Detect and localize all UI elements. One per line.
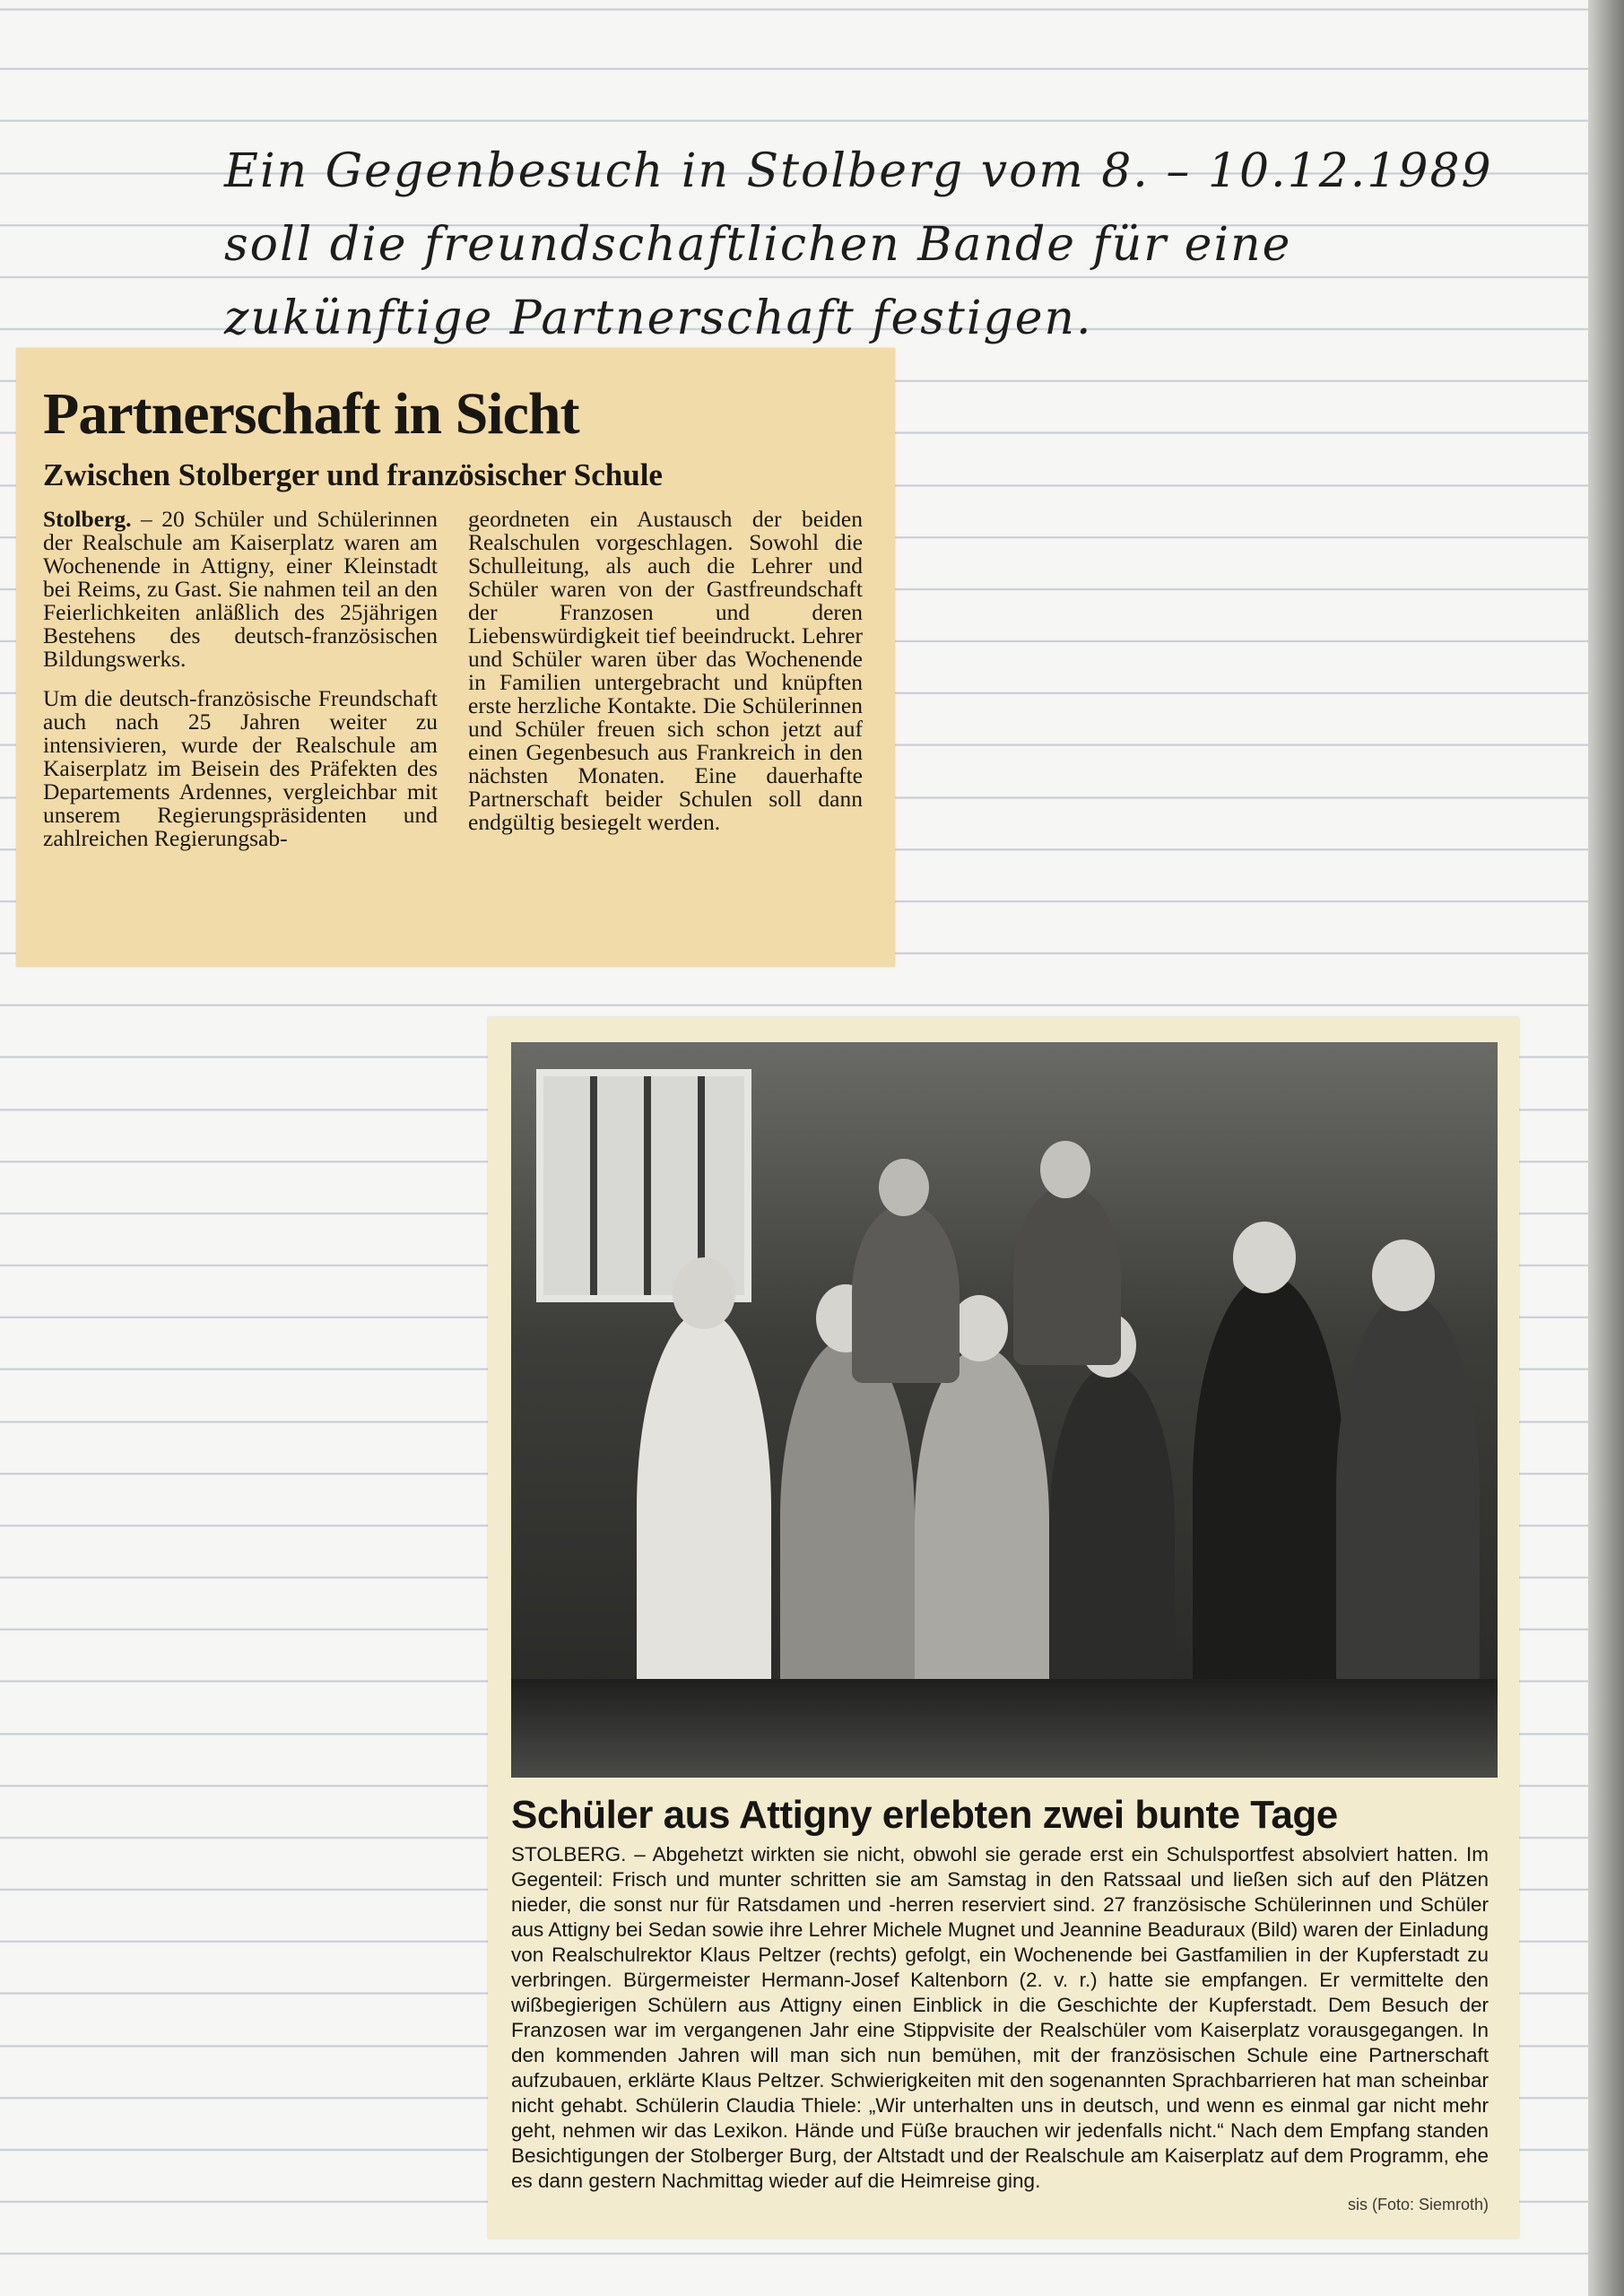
photo-person: [780, 1338, 915, 1697]
article1-text: – 20 Schüler und Schülerinnen der Realschule am Kaiserplatz waren am Wochenende in Attigny, einer Kleinstadt bei Reims, zu Gast. Sie nahmen teil an den Feierlichkeiten anläßlich des 25jährigen Bestehens des deutsch-französischen Bildungswerks.: [43, 506, 439, 672]
article1-headline: Partnerschaft in Sicht: [43, 381, 579, 447]
article2-credit: sis (Foto: Siemroth): [1347, 2196, 1489, 2213]
article1-paragraph: [43, 508, 438, 671]
photo-person: [1336, 1293, 1480, 1688]
article1-column-1: [43, 508, 438, 850]
article1-paragraph: Um die deutsch-französische Freundschaft auch nach 25 Jahren weiter zu intensivieren, wurde der Realschule am Kaiserplatz im Beisein des Präfekten des Departements Ardennes, vergleichbar mit unserem Regierungspräsidenten und zahlreichen Regierungsab-: [43, 685, 438, 851]
photo-person: [1193, 1275, 1345, 1697]
newspaper-clipping-1: [16, 348, 895, 967]
photo-head: [879, 1159, 929, 1216]
page-edge: [1588, 0, 1624, 2296]
article2-headline: Schüler aus Attigny erlebten zwei bunte Tage: [511, 1793, 1338, 1837]
photo-person: [915, 1347, 1049, 1697]
handwritten-note: Ein Gegenbesuch in Stolberg vom 8. – 10.12.1989 soll die freundschaftlichen Bande für eine zukünftige Partnerschaft festigen.: [224, 144, 1493, 345]
newspaper-clipping-2: [488, 1017, 1519, 2239]
article1-subheadline: Zwischen Stolberger und französischer Schule: [43, 457, 663, 492]
photo-head: [673, 1257, 735, 1329]
photo-person: [637, 1311, 771, 1706]
photo-head: [1040, 1141, 1090, 1198]
photo-head: [1372, 1239, 1435, 1311]
photo-head: [1233, 1222, 1296, 1293]
group-photo: [511, 1042, 1498, 1778]
article1-dateline: Stolberg.: [43, 506, 132, 532]
photo-ground: [511, 1679, 1498, 1778]
article1-columns: [43, 508, 863, 850]
photo-person: [1013, 1186, 1121, 1365]
article1-paragraph: geordneten ein Austausch der beiden Realschulen vorgeschlagen. Sowohl die Schulleitung, als auch die Lehrer und Schüler waren von der Gastfreundschaft der Franzosen und deren Liebenswürdigkeit tief beeindruckt. Lehrer und Schüler waren über das Wochenende in Familien untergebracht und knüpften erste herzliche Kontakte. Die Schülerinnen und Schüler freuen sich schon jetzt auf einen Gegenbesuch aus Frankreich in den nächsten Monaten. Eine dauerhafte Partnerschaft beider Schulen soll dann endgültig besiegelt werden.: [468, 506, 863, 835]
photo-person: [1049, 1365, 1175, 1688]
photo-person: [852, 1204, 960, 1383]
article1-column-2: [468, 508, 863, 850]
article2-body: STOLBERG. – Abgehetzt wirkten sie nicht, obwohl sie gerade erst ein Schulsportfest absolviert hatten. Im Gegenteil: Frisch und munter schritten sie am Samstag in den Ratssaal und ließen sich auf den Plätzen nieder, die sonst nur für Ratsdamen und -herren reserviert sind. 27 französische Schülerinnen und Schüler aus Attigny bei Sedan sowie ihre Lehrer Michele Mugnet und Jeannine Beaduraux (Bild) waren der Einladung von Realschulrektor Klaus Peltzer (rechts) gefolgt, ein Wochenende bei Gastfamilien in der Kupferstadt zu verbringen. Bürgermeister Hermann-Josef Kaltenborn (2. v. r.) hatte sie empfangen. Er vermittelte den wißbegierigen Schülern aus Attigny einen Einblick in die Geschichte der Kupferstadt. Dem Besuch der Franzosen war im vergangenen Jahr eine Stippvisite der Realschüler vom Kaiserplatz vorausgegangen. In den kommenden Jahren will man sich nun bemühen, mit der französischen Schule eine Partnerschaft aufzubauen, erklärte Klaus Peltzer. Schwierigkeiten mit den sogenannten Sprachbarrieren hat man scheinbar nicht gehabt. Schülerin Claudia Thiele: „Wir unterhalten uns in deutsch, und wenn es einmal gar nicht mehr geht, nehmen wir das Lexikon. Hände und Füße brauchen wir jedenfalls nicht.“ Nach dem Empfang standen Besichtigungen der Stolberger Burg, der Altstadt und der Realschule am Kaiserplatz auf dem Programm, ehe es dann gestern Nachmittag wieder auf die Heimreise ging.: [511, 1843, 1489, 2192]
